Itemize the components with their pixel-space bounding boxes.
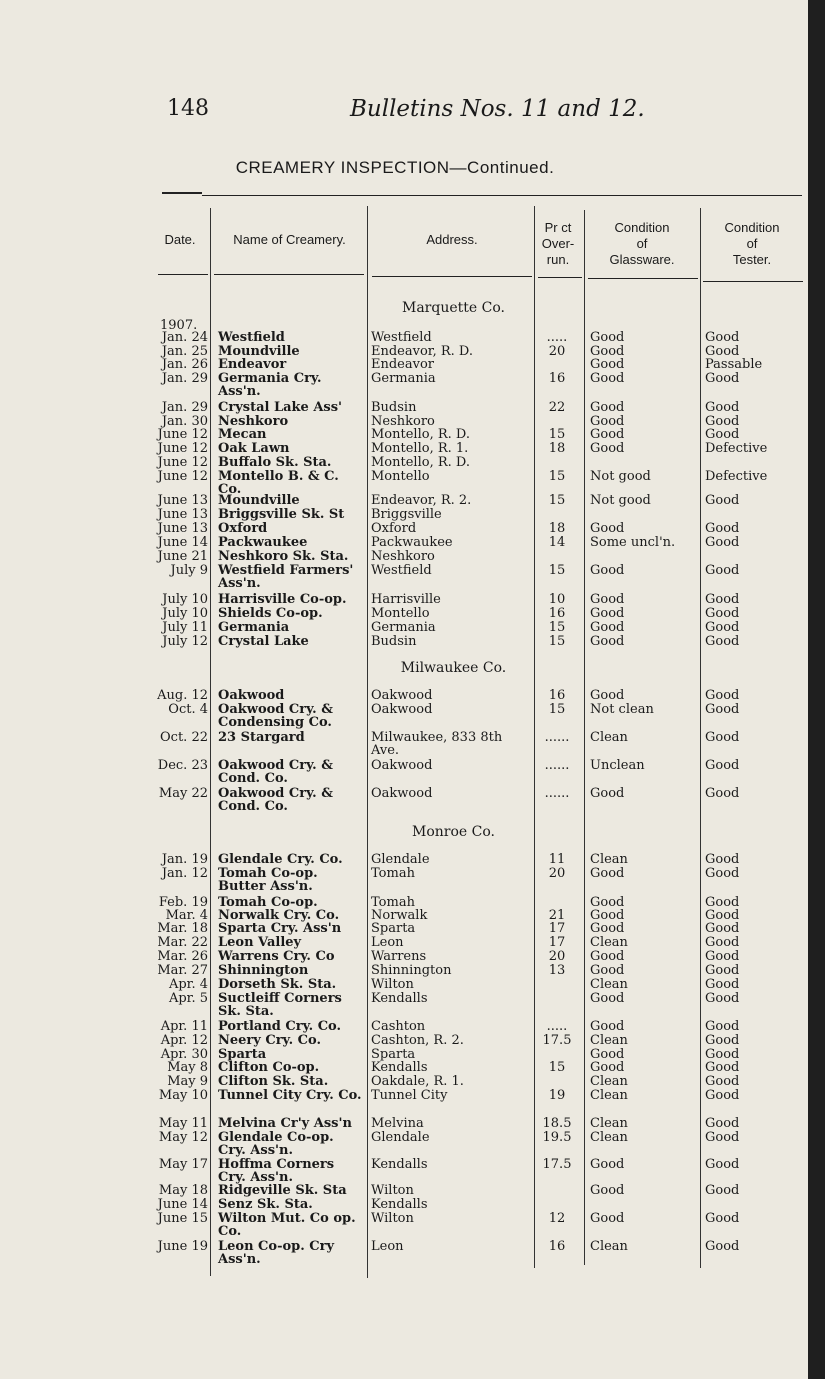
cell-address: Leon	[371, 935, 404, 950]
cell-overrun: .....	[546, 330, 568, 345]
cell-glassware: Clean	[590, 977, 628, 992]
cell-date: Apr. 11	[160, 1019, 208, 1034]
cell-tester: Good	[705, 921, 740, 936]
cell-date: June 13	[157, 493, 208, 508]
cell-date: Jan. 12	[161, 866, 208, 881]
cell-date: June 21	[157, 549, 208, 564]
cell-glassware: Not good	[590, 469, 651, 484]
cell-glassware: Good	[590, 908, 625, 923]
cell-glassware: Good	[590, 921, 625, 936]
cell-overrun: 17	[548, 935, 566, 950]
cell-tester: Good	[705, 949, 740, 964]
cell-creamery-name: Shields Co-op.	[218, 606, 323, 621]
cell-date: May 18	[158, 1183, 208, 1198]
cell-address: Budsin	[371, 400, 417, 415]
cell-overrun: 16	[548, 688, 566, 703]
cell-date: Apr. 4	[168, 977, 208, 992]
cell-address: Westfield	[371, 330, 432, 345]
cell-overrun: 13	[548, 963, 566, 978]
cell-tester: Good	[705, 400, 740, 415]
cell-overrun: 16	[548, 371, 566, 386]
cell-creamery-name: Buffalo Sk. Sta.	[218, 455, 332, 470]
cell-address: Wilton	[371, 1183, 414, 1198]
cell-tester: Good	[705, 688, 740, 703]
header-rule-4	[538, 277, 582, 278]
cell-overrun: 20	[548, 949, 566, 964]
cell-address: Glendale	[371, 1130, 430, 1145]
cell-tester: Good	[705, 908, 740, 923]
cell-address: Oakwood	[371, 702, 433, 717]
cell-address: Wilton	[371, 1211, 414, 1226]
cell-address: Norwalk	[371, 908, 428, 923]
cell-glassware: Clean	[590, 1088, 628, 1103]
cell-overrun: 19	[548, 1088, 566, 1103]
cell-address: Montello	[371, 606, 430, 621]
column-divider-3	[534, 206, 535, 1268]
cell-date: June 13	[157, 507, 208, 522]
cell-creamery-name: Packwaukee	[218, 535, 308, 550]
cell-glassware: Good	[590, 521, 625, 536]
cell-overrun: 18	[548, 441, 566, 456]
cell-tester: Good	[705, 702, 740, 717]
cell-date: Mar. 18	[157, 921, 208, 936]
cell-creamery-name: Glendale Cry. Co.	[218, 852, 343, 867]
cell-tester: Good	[705, 730, 740, 745]
column-divider-5	[700, 208, 701, 1268]
cell-creamery-name: Neshkoro Sk. Sta.	[218, 549, 349, 564]
cell-overrun: 15	[548, 702, 566, 717]
cell-tester: Good	[705, 620, 740, 635]
cell-tester: Good	[705, 1047, 740, 1062]
cell-tester: Good	[705, 1088, 740, 1103]
cell-overrun: 14	[548, 535, 566, 550]
cell-date: July 9	[170, 563, 208, 578]
cell-creamery-name: Crystal Lake Ass'	[218, 400, 343, 415]
cell-creamery-name: Westfield Farmers' Ass'n.	[218, 563, 354, 592]
cell-address: Leon	[371, 1239, 404, 1254]
header-name: Name of Creamery.	[233, 232, 346, 247]
cell-glassware: Clean	[590, 852, 628, 867]
cell-address: Glendale	[371, 852, 430, 867]
cell-date: Feb. 19	[158, 895, 208, 910]
cell-address: Wilton	[371, 977, 414, 992]
cell-overrun: ......	[544, 730, 570, 745]
cell-date: Jan. 26	[161, 357, 208, 372]
cell-overrun: 17.5	[542, 1157, 572, 1172]
cell-creamery-name: Westfield	[218, 330, 285, 345]
cell-creamery-name: Oakwood Cry. & Cond. Co.	[218, 786, 333, 815]
cell-address: Endeavor, R. 2.	[371, 493, 472, 508]
cell-creamery-name: Oakwood Cry. & Condensing Co.	[218, 702, 333, 731]
cell-glassware: Good	[590, 1019, 625, 1034]
cell-address: Melvina	[371, 1116, 424, 1131]
cell-overrun: 16	[548, 606, 566, 621]
cell-date: June 13	[157, 521, 208, 536]
cell-date: June 12	[157, 469, 208, 484]
top-rule	[202, 195, 802, 196]
page-number: 148	[167, 96, 209, 121]
cell-creamery-name: Mecan	[218, 427, 267, 442]
cell-address: Kendalls	[371, 1197, 428, 1212]
cell-tester: Good	[705, 991, 740, 1006]
cell-address: Shinnington	[371, 963, 452, 978]
cell-creamery-name: Endeavor	[218, 357, 287, 372]
cell-glassware: Good	[590, 1060, 625, 1075]
cell-glassware: Good	[590, 400, 625, 415]
cell-overrun: 15	[548, 427, 566, 442]
cell-tester: Good	[705, 1019, 740, 1034]
cell-creamery-name: Neshkoro	[218, 414, 289, 429]
column-divider-2	[367, 206, 368, 1278]
cell-tester: Good	[705, 977, 740, 992]
cell-creamery-name: Tomah Co-op. Butter Ass'n.	[218, 866, 318, 895]
cell-creamery-name: Germania	[218, 620, 290, 635]
cell-glassware: Good	[590, 1211, 625, 1226]
cell-address: Germania	[371, 620, 436, 635]
county-heading: Monroe Co.	[412, 824, 495, 840]
year-label: 1907.	[160, 318, 198, 333]
cell-tester: Defective	[705, 441, 768, 456]
cell-glassware: Good	[590, 414, 625, 429]
header-overrun: Pr ct Over- run.	[541, 220, 575, 267]
cell-address: Kendalls	[371, 991, 428, 1006]
cell-creamery-name: Crystal Lake	[218, 634, 309, 649]
cell-address: Tomah	[371, 895, 415, 910]
cell-overrun: 12	[548, 1211, 566, 1226]
cell-creamery-name: Portland Cry. Co.	[218, 1019, 342, 1034]
cell-tester: Good	[705, 758, 740, 773]
cell-overrun: 22	[548, 400, 566, 415]
cell-tester: Passable	[705, 357, 763, 372]
cell-creamery-name: Glendale Co-op. Cry. Ass'n.	[218, 1130, 334, 1159]
cell-date: Jan. 24	[161, 330, 208, 345]
cell-creamery-name: Briggsville Sk. St	[218, 507, 345, 522]
cell-creamery-name: Melvina Cr'y Ass'n	[218, 1116, 352, 1131]
cell-date: Dec. 23	[157, 758, 208, 773]
cell-tester: Good	[705, 493, 740, 508]
cell-address: Sparta	[371, 921, 416, 936]
cell-overrun: ......	[544, 758, 570, 773]
cell-address: Tunnel City	[371, 1088, 448, 1103]
cell-creamery-name: Neery Cry. Co.	[218, 1033, 321, 1048]
county-heading: Marquette Co.	[402, 300, 505, 316]
cell-glassware: Good	[590, 634, 625, 649]
cell-glassware: Good	[590, 866, 625, 881]
cell-glassware: Good	[590, 991, 625, 1006]
cell-address: Montello	[371, 469, 430, 484]
cell-address: Oakwood	[371, 688, 433, 703]
cell-creamery-name: 23 Stargard	[218, 730, 305, 745]
cell-glassware: Clean	[590, 1074, 628, 1089]
cell-glassware: Good	[590, 786, 625, 801]
cell-overrun: .....	[546, 1019, 568, 1034]
table-title: CREAMERY INSPECTION—Continued.	[235, 158, 555, 177]
cell-glassware: Clean	[590, 730, 628, 745]
cell-creamery-name: Harrisville Co-op.	[218, 592, 347, 607]
cell-overrun: 17.5	[542, 1033, 572, 1048]
cell-address: Endeavor	[371, 357, 435, 372]
cell-overrun: 15	[548, 620, 566, 635]
cell-creamery-name: Leon Valley	[218, 935, 302, 950]
cell-date: Mar. 22	[157, 935, 208, 950]
cell-glassware: Unclean	[590, 758, 645, 773]
cell-tester: Good	[705, 1157, 740, 1172]
cell-creamery-name: Wilton Mut. Co op. Co.	[218, 1211, 356, 1240]
cell-tester: Good	[705, 1183, 740, 1198]
cell-creamery-name: Germania Cry. Ass'n.	[218, 371, 322, 400]
cell-tester: Good	[705, 330, 740, 345]
cell-creamery-name: Oakwood	[218, 688, 285, 703]
cell-glassware: Not clean	[590, 702, 654, 717]
cell-glassware: Good	[590, 344, 625, 359]
cell-glassware: Some uncl'n.	[590, 535, 676, 550]
cell-tester: Good	[705, 895, 740, 910]
top-rule-left	[162, 192, 202, 194]
cell-overrun: 19.5	[542, 1130, 572, 1145]
header-rule-5	[588, 278, 698, 279]
cell-date: June 19	[157, 1239, 208, 1254]
cell-address: Germania	[371, 371, 436, 386]
header-rule-6	[703, 281, 803, 282]
cell-address: Tomah	[371, 866, 415, 881]
cell-tester: Good	[705, 1074, 740, 1089]
cell-date: Mar. 4	[165, 908, 208, 923]
cell-date: May 10	[158, 1088, 208, 1103]
cell-address: Oakwood	[371, 786, 433, 801]
header-tester: Condition of Tester.	[724, 220, 780, 267]
cell-glassware: Clean	[590, 1130, 628, 1145]
cell-creamery-name: Shinnington	[218, 963, 309, 978]
cell-address: Cashton	[371, 1019, 426, 1034]
cell-glassware: Good	[590, 427, 625, 442]
cell-tester: Good	[705, 935, 740, 950]
cell-overrun: 15	[548, 634, 566, 649]
header-glassware: Condition of Glassware.	[609, 220, 675, 267]
cell-creamery-name: Oxford	[218, 521, 268, 536]
cell-date: Jan. 29	[161, 400, 208, 415]
cell-tester: Good	[705, 521, 740, 536]
cell-glassware: Clean	[590, 1239, 628, 1254]
cell-tester: Good	[705, 606, 740, 621]
cell-address: Oxford	[371, 521, 417, 536]
cell-glassware: Clean	[590, 935, 628, 950]
cell-creamery-name: Clifton Co-op.	[218, 1060, 320, 1075]
cell-creamery-name: Leon Co-op. Cry Ass'n.	[218, 1239, 335, 1268]
cell-tester: Defective	[705, 469, 768, 484]
cell-overrun: 16	[548, 1239, 566, 1254]
cell-date: June 14	[157, 1197, 208, 1212]
cell-overrun: 18.5	[542, 1116, 572, 1131]
cell-date: July 12	[162, 634, 208, 649]
cell-tester: Good	[705, 414, 740, 429]
cell-glassware: Clean	[590, 1116, 628, 1131]
cell-glassware: Good	[590, 895, 625, 910]
cell-creamery-name: Oakwood Cry. & Cond. Co.	[218, 758, 333, 787]
cell-overrun: 17	[548, 921, 566, 936]
cell-address: Harrisville	[371, 592, 441, 607]
cell-date: Jan. 19	[161, 852, 208, 867]
cell-overrun: 21	[548, 908, 566, 923]
cell-address: Briggsville	[371, 507, 442, 522]
cell-creamery-name: Oak Lawn	[218, 441, 290, 456]
cell-date: Oct. 4	[168, 702, 208, 717]
header-rule-2	[214, 274, 364, 275]
cell-overrun: 20	[548, 866, 566, 881]
cell-creamery-name: Tunnel City Cry. Co.	[218, 1088, 362, 1103]
cell-overrun: 15	[548, 493, 566, 508]
cell-overrun: 15	[548, 469, 566, 484]
cell-overrun: 10	[548, 592, 566, 607]
cell-tester: Good	[705, 866, 740, 881]
cell-tester: Good	[705, 1060, 740, 1075]
cell-glassware: Good	[590, 371, 625, 386]
cell-address: Montello, R. D.	[371, 427, 470, 442]
cell-date: Apr. 5	[168, 991, 208, 1006]
cell-glassware: Good	[590, 1047, 625, 1062]
cell-tester: Good	[705, 1130, 740, 1145]
cell-glassware: Clean	[590, 1033, 628, 1048]
cell-glassware: Good	[590, 620, 625, 635]
cell-date: June 15	[157, 1211, 208, 1226]
cell-tester: Good	[705, 592, 740, 607]
cell-address: Montello, R. 1.	[371, 441, 469, 456]
cell-address: Sparta	[371, 1047, 416, 1062]
cell-glassware: Good	[590, 963, 625, 978]
cell-creamery-name: Senz Sk. Sta.	[218, 1197, 313, 1212]
cell-date: Jan. 25	[161, 344, 208, 359]
column-divider-4	[584, 210, 585, 1265]
cell-overrun: 18	[548, 521, 566, 536]
cell-creamery-name: Suctleiff Corners Sk. Sta.	[218, 991, 342, 1020]
cell-date: May 11	[158, 1116, 208, 1131]
cell-glassware: Good	[590, 357, 625, 372]
cell-address: Budsin	[371, 634, 417, 649]
cell-creamery-name: Moundville	[218, 344, 300, 359]
cell-creamery-name: Norwalk Cry. Co.	[218, 908, 340, 923]
cell-creamery-name: Hoffma Corners Cry. Ass'n.	[218, 1157, 335, 1186]
cell-tester: Good	[705, 427, 740, 442]
cell-tester: Good	[705, 786, 740, 801]
cell-date: July 10	[162, 592, 208, 607]
cell-date: May 9	[167, 1074, 208, 1089]
cell-address: Oakdale, R. 1.	[371, 1074, 464, 1089]
cell-tester: Good	[705, 1033, 740, 1048]
cell-creamery-name: Dorseth Sk. Sta.	[218, 977, 337, 992]
column-divider-1	[210, 208, 211, 1276]
cell-glassware: Good	[590, 688, 625, 703]
cell-tester: Good	[705, 1239, 740, 1254]
cell-address: Westfield	[371, 563, 432, 578]
cell-tester: Good	[705, 963, 740, 978]
cell-date: May 12	[158, 1130, 208, 1145]
cell-creamery-name: Sparta	[218, 1047, 267, 1062]
cell-date: Oct. 22	[160, 730, 208, 745]
cell-tester: Good	[705, 344, 740, 359]
cell-date: July 10	[162, 606, 208, 621]
cell-date: Aug. 12	[157, 688, 208, 703]
cell-glassware: Good	[590, 606, 625, 621]
cell-glassware: Good	[590, 1183, 625, 1198]
cell-tester: Good	[705, 634, 740, 649]
cell-address: Oakwood	[371, 758, 433, 773]
cell-tester: Good	[705, 563, 740, 578]
cell-overrun: 15	[548, 1060, 566, 1075]
cell-date: May 22	[158, 786, 208, 801]
county-heading: Milwaukee Co.	[400, 660, 507, 676]
cell-tester: Good	[705, 852, 740, 867]
cell-date: Jan. 29	[161, 371, 208, 386]
cell-date: Apr. 12	[160, 1033, 208, 1048]
header-address: Address.	[426, 232, 478, 247]
cell-date: June 12	[157, 427, 208, 442]
cell-date: Mar. 27	[157, 963, 208, 978]
cell-address: Kendalls	[371, 1157, 428, 1172]
cell-glassware: Good	[590, 441, 625, 456]
cell-overrun: 15	[548, 563, 566, 578]
cell-date: May 8	[167, 1060, 208, 1075]
cell-creamery-name: Warrens Cry. Co	[218, 949, 335, 964]
cell-address: Montello, R. D.	[371, 455, 470, 470]
cell-address: Neshkoro	[371, 414, 435, 429]
cell-date: Jan. 30	[161, 414, 208, 429]
cell-address: Endeavor, R. D.	[371, 344, 473, 359]
cell-glassware: Good	[590, 592, 625, 607]
cell-date: May 17	[158, 1157, 208, 1172]
header-rule-1	[158, 274, 208, 275]
cell-address: Cashton, R. 2.	[371, 1033, 464, 1048]
running-head: Bulletins Nos. 11 and 12.	[350, 96, 645, 122]
cell-creamery-name: Moundville	[218, 493, 300, 508]
cell-date: Mar. 26	[157, 949, 208, 964]
cell-glassware: Good	[590, 330, 625, 345]
cell-overrun: ......	[544, 786, 570, 801]
cell-date: July 11	[162, 620, 208, 635]
cell-address: Kendalls	[371, 1060, 428, 1075]
cell-address: Neshkoro	[371, 549, 435, 564]
cell-creamery-name: Clifton Sk. Sta.	[218, 1074, 329, 1089]
cell-glassware: Good	[590, 949, 625, 964]
cell-date: June 12	[157, 455, 208, 470]
cell-date: Apr. 30	[160, 1047, 208, 1062]
header-date: Date.	[164, 232, 196, 247]
cell-creamery-name: Ridgeville Sk. Sta	[218, 1183, 347, 1198]
cell-overrun: 11	[548, 852, 566, 867]
cell-glassware: Not good	[590, 493, 651, 508]
cell-date: June 12	[157, 441, 208, 456]
cell-glassware: Good	[590, 563, 625, 578]
cell-tester: Good	[705, 535, 740, 550]
header-rule-3	[372, 276, 532, 277]
cell-tester: Good	[705, 371, 740, 386]
cell-creamery-name: Tomah Co-op.	[218, 895, 318, 910]
cell-creamery-name: Montello B. & C. Co.	[218, 469, 339, 498]
cell-date: June 14	[157, 535, 208, 550]
cell-tester: Good	[705, 1116, 740, 1131]
cell-creamery-name: Sparta Cry. Ass'n	[218, 921, 342, 936]
cell-address: Packwaukee	[371, 535, 453, 550]
cell-address: Warrens	[371, 949, 427, 964]
cell-address: Milwaukee, 833 8th Ave.	[371, 730, 503, 759]
cell-glassware: Good	[590, 1157, 625, 1172]
cell-tester: Good	[705, 1211, 740, 1226]
cell-overrun: 20	[548, 344, 566, 359]
